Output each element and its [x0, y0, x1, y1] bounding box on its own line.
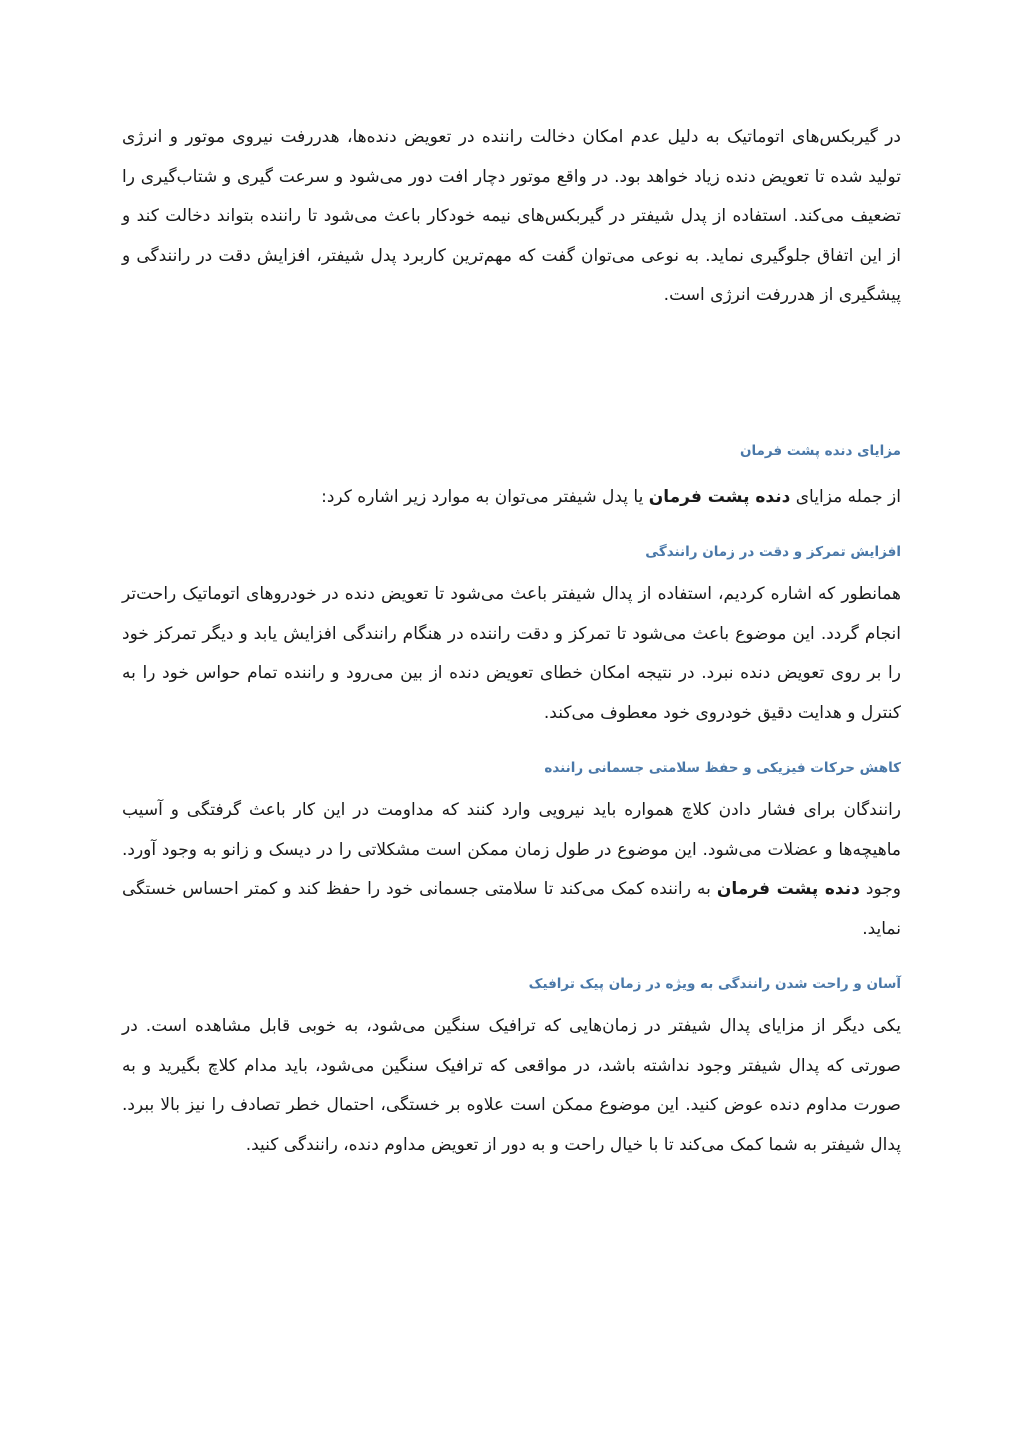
intro-bold-term: دنده پشت فرمان: [648, 486, 791, 507]
heading-advantages: مزایای دنده پشت فرمان: [739, 442, 901, 459]
health-text-before: رانندگان برای فشار دادن کلاچ همواره باید نیرویی وارد کنند که مداومت در این کار باعث گرفتگی و آسیب ماهیچه‌ها و عضلات می‌شود. این موضوع در طول زمان ممکن است مشکلاتی را در دیسک و زانو به وجود آورد. وجود: [122, 800, 902, 899]
paragraph-advantages-intro: [122, 478, 901, 518]
paragraph-gearbox-intro: در گیربکس‌های اتوماتیک به دلیل عدم امکان دخالت راننده در تعویض دنده‌ها، هدررفت نیروی موتور و انرژی تولید شده تا تعویض دنده زیاد خواهد بود. در واقع موتور دچار افت دور می‌شود و سرعت گیری و شتاب‌گیری را تضعیف می‌کند. استفاده از پدل شیفتر در گیربکس‌های نیمه خودکار باعث می‌شود تا راننده بتواند دخالت کند و از این اتفاق جلوگیری نماید. به نوعی می‌توان گفت که مهم‌ترین کاربرد پدل شیفتر، افزایش دقت در رانندگی و پیشگیری از هدررفت انرژی است.: [122, 127, 901, 305]
heading-physical-health: کاهش حرکات فیزیکی و حفظ سلامتی جسمانی راننده: [544, 760, 901, 776]
heading-traffic-driving: آسان و راحت شدن رانندگی به ویژه در زمان پیک ترافیک: [528, 976, 901, 992]
paragraph-focus-accuracy: همانطور که اشاره کردیم، استفاده از پدال شیفتر باعث می‌شود تا تعویض دنده در خودروهای اتوماتیک راحت‌تر انجام گردد. این موضوع باعث می‌شود تا تمرکز و دقت راننده در هنگام رانندگی افزایش یابد و دیگر تمرکز خود را بر روی تعویض دنده نبرد. در نتیجه امکان خطای تعویض دنده از بین می‌رود و راننده تمام حواس خود را به کنترل و هدایت دقیق خودروی خود معطوف می‌کند.: [122, 584, 901, 723]
paragraph-traffic-driving: یکی دیگر از مزایای پدال شیفتر در زمان‌هایی که ترافیک سنگین می‌شود، به خوبی قابل مشاهده است. در صورتی که پدال شیفتر وجود نداشته باشد، در مواقعی که ترافیک سنگین می‌شود، باید مدام کلاچ بگیرید و به صورت مداوم دنده عوض کنید. این موضوع ممکن است علاوه بر خستگی، احتمال خطر تصادف را نیز بالا ببرد. پدال شیفتر به شما کمک می‌کند تا با خیال راحت و به دور از تعویض مداوم دنده، رانندگی کنید.: [122, 1016, 901, 1155]
heading-focus-accuracy: افزایش تمرکز و دقت در زمان رانندگی: [645, 544, 901, 560]
paragraph-physical-health: [122, 791, 901, 949]
health-text-after: به راننده کمک می‌کند تا سلامتی جسمانی خود را حفظ کند و کمتر احساس خستگی نماید.: [122, 879, 901, 939]
health-bold-term: دنده پشت فرمان: [716, 879, 860, 899]
intro-text-after: یا پدل شیفتر می‌توان به موارد زیر اشاره کرد:: [321, 486, 649, 507]
document-page: [122, 118, 901, 1165]
intro-text-before: از جمله مزایای: [790, 486, 901, 507]
